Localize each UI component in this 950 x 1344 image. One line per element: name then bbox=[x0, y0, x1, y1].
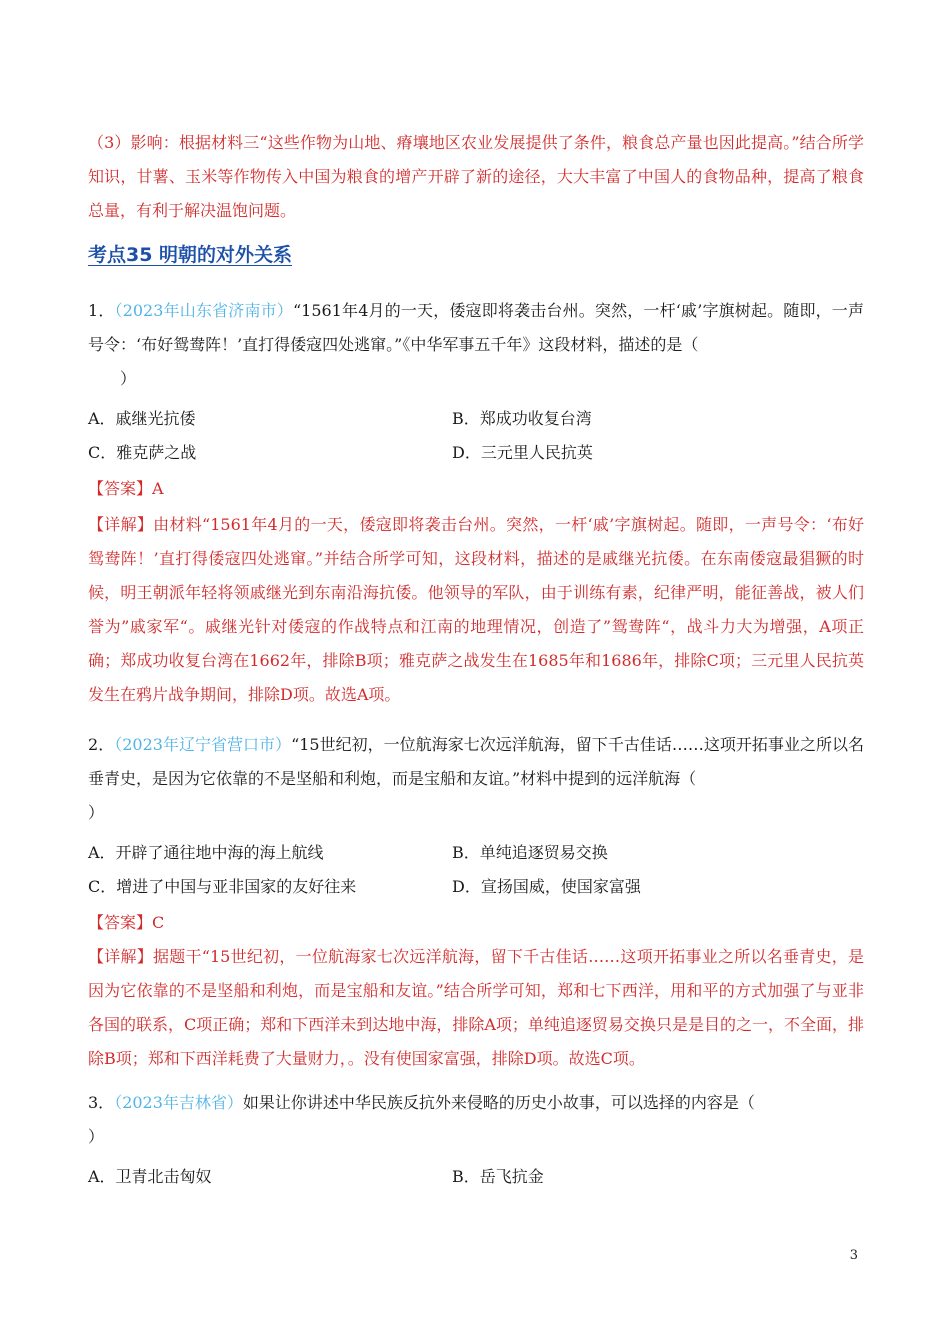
option-b[interactable]: B．郑成功收复台湾 bbox=[452, 409, 592, 428]
question-close-paren: ） bbox=[88, 1127, 105, 1146]
explanation-label: 【详解】 bbox=[88, 515, 154, 534]
question-source: （2023年山东省济南市） bbox=[114, 301, 293, 320]
question-3 bbox=[88, 1086, 864, 1120]
explanation-text: 据题干“15世纪初，一位航海家七次远洋航海，留下千古佳话……这项开拓事业之所以名垂青史，是因为它依靠的不是坚船和利炮，而是宝船和友谊。”结合所学可知，郑和七下西洋，用和平的方式加强了与亚非各国的联系，C项正确；郑和下西洋未到达地中海，排除A项；单纯追逐贸易交换只是是目的之一，不全面，排除B项；郑和下西洋耗费了大量财力，。没有使国家富强，排除D项。故选C项。 bbox=[88, 947, 864, 1068]
question-close-paren: ） bbox=[88, 803, 105, 822]
explanation bbox=[88, 940, 864, 1076]
option-b[interactable]: B．单纯追逐贸易交换 bbox=[452, 843, 608, 862]
question-source: （2023年吉林省） bbox=[114, 1093, 243, 1112]
question-stem: “1561年4月的一天，倭寇即将袭击台州。突然，一杆‘戚’字旗树起。随即，一声号令：‘布好鸳鸯阵！’直打得倭寇四处逃窜。”《中华军事五千年》这段材料，描述的是（ bbox=[88, 301, 864, 354]
explanation bbox=[88, 508, 864, 712]
question-close-paren: ） bbox=[120, 369, 137, 388]
question-source: （2023年辽宁省营口市） bbox=[114, 735, 292, 754]
intro-paragraph: （3）影响：根据材料三“这些作物为山地、瘠壤地区农业发展提供了条件，粮食总产量也因此提高。”结合所学知识，甘薯、玉米等作物传入中国为粮食的增产开辟了新的途径，大大丰富了中国人的食物品种，提高了粮食总量，有利于解决温饱问题。 bbox=[88, 133, 864, 220]
option-a[interactable]: A．卫青北击匈奴 bbox=[88, 1167, 212, 1186]
explanation-label: 【详解】 bbox=[88, 947, 154, 966]
section-title: 考点35 明朝的对外关系 bbox=[88, 244, 293, 266]
question-stem: 如果让你讲述中华民族反抗外来侵略的历史小故事，可以选择的内容是（ bbox=[242, 1093, 755, 1112]
question-number: 1． bbox=[88, 301, 115, 320]
option-a[interactable]: A．开辟了通往地中海的海上航线 bbox=[88, 843, 324, 862]
answer: 【答案】C bbox=[88, 913, 165, 932]
question-1 bbox=[88, 294, 864, 362]
explanation-text: 由材料“1561年4月的一天，倭寇即将袭击台州。突然，一杆‘戚’字旗树起。随即，一声号令：‘布好鸳鸯阵！’直打得倭寇四处逃窜。”并结合所学可知，这段材料，描述的是戚继光抗倭。在东南倭寇最猖獗的时候，明王朝派年轻将领戚继光到东南沿海抗倭。他领导的军队，由于训练有素，纪律严明，能征善战，被人们誉为”戚家军“。戚继光针对倭寇的作战特点和江南的地理情况，创造了”鸳鸯阵“，战斗力大为增强，A项正确；郑成功收复台湾在1662年，排除B项；雅克萨之战发生在1685年和1686年，排除C项；三元里人民抗英发生在鸦片战争期间，排除D项。故选A项。 bbox=[88, 515, 864, 704]
option-a[interactable]: A．戚继光抗倭 bbox=[88, 409, 196, 428]
page-number: 3 bbox=[849, 1248, 858, 1263]
option-d[interactable]: D．宣扬国威，使国家富强 bbox=[452, 877, 641, 896]
question-number: 3． bbox=[88, 1093, 115, 1112]
question-2 bbox=[88, 728, 864, 796]
question-number: 2． bbox=[88, 735, 115, 754]
option-b[interactable]: B．岳飞抗金 bbox=[452, 1167, 544, 1186]
answer: 【答案】A bbox=[88, 479, 164, 498]
question-stem: “15世纪初，一位航海家七次远洋航海，留下千古佳话……这项开拓事业之所以名垂青史，是因为它依靠的不是坚船和利炮，而是宝船和友谊。”材料中提到的远洋航海（ bbox=[88, 735, 864, 788]
option-c[interactable]: C．增进了中国与亚非国家的友好往来 bbox=[88, 877, 357, 896]
option-d[interactable]: D．三元里人民抗英 bbox=[452, 443, 593, 462]
option-c[interactable]: C．雅克萨之战 bbox=[88, 443, 197, 462]
